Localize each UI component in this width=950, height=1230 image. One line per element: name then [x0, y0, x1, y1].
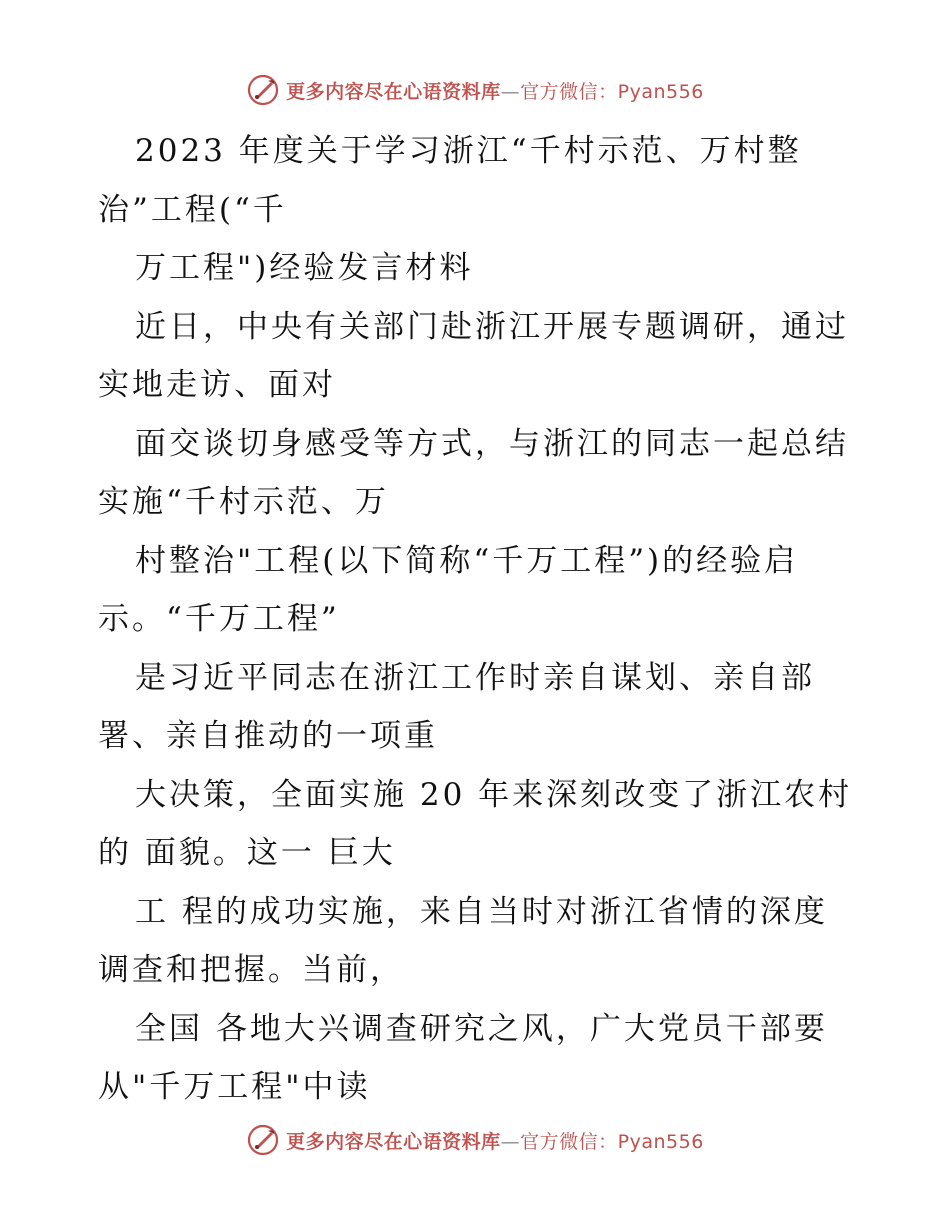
doc-line: 署、亲自推动的一项重 [98, 718, 438, 754]
doc-line: 实施“千村示范、万 [98, 484, 389, 520]
quill-logo-icon [246, 73, 280, 107]
watermark-separator: — [500, 1130, 521, 1153]
watermark-brand: 更多内容尽在心语资料库 [286, 1130, 501, 1153]
doc-line: 调查和把握。当前， [98, 952, 404, 988]
watermark-separator: — [500, 80, 521, 103]
doc-line: 面交谈切身感受等方式，与浙江的同志一起总结 [135, 425, 849, 462]
doc-line: 村整治"工程(以下简称“千万工程”)的经验启 [135, 542, 799, 579]
quill-logo-icon [246, 1123, 280, 1157]
doc-line: 示。“千万工程” [98, 601, 340, 637]
watermark-text [286, 77, 704, 104]
doc-line: 是习近平同志在浙江工作时亲自谋划、亲自部 [135, 659, 815, 696]
footer-watermark [0, 1120, 950, 1160]
doc-line: 实地走访、面对 [98, 367, 336, 403]
doc-line: 万工程")经验发言材料 [135, 250, 474, 286]
watermark-text [286, 1127, 704, 1154]
watermark-brand: 更多内容尽在心语资料库 [286, 80, 501, 103]
watermark-wechat: 官方微信：Pyan556 [520, 1130, 704, 1153]
doc-line: 近日，中央有关部门赴浙江开展专题调研，通过 [135, 308, 849, 345]
watermark-wechat: 官方微信：Pyan556 [520, 80, 704, 103]
doc-line: 治”工程(“千 [98, 191, 287, 228]
header-watermark [0, 70, 950, 110]
doc-line: 工 程的成功实施，来自当时对浙江省情的深度 [135, 893, 828, 930]
doc-line: 2023 年度关于学习浙江“千村示范、万村整 [135, 133, 802, 169]
document-body [98, 122, 858, 1117]
doc-line: 从"千万工程"中读 [98, 1069, 371, 1105]
doc-line: 全国 各地大兴调查研究之风，广大党员干部要 [135, 1010, 828, 1047]
doc-line: 的 面貌。这一 巨大 [98, 835, 396, 871]
doc-line: 大决策，全面实施 20 年来深刻改变了浙江农村 [135, 776, 853, 813]
